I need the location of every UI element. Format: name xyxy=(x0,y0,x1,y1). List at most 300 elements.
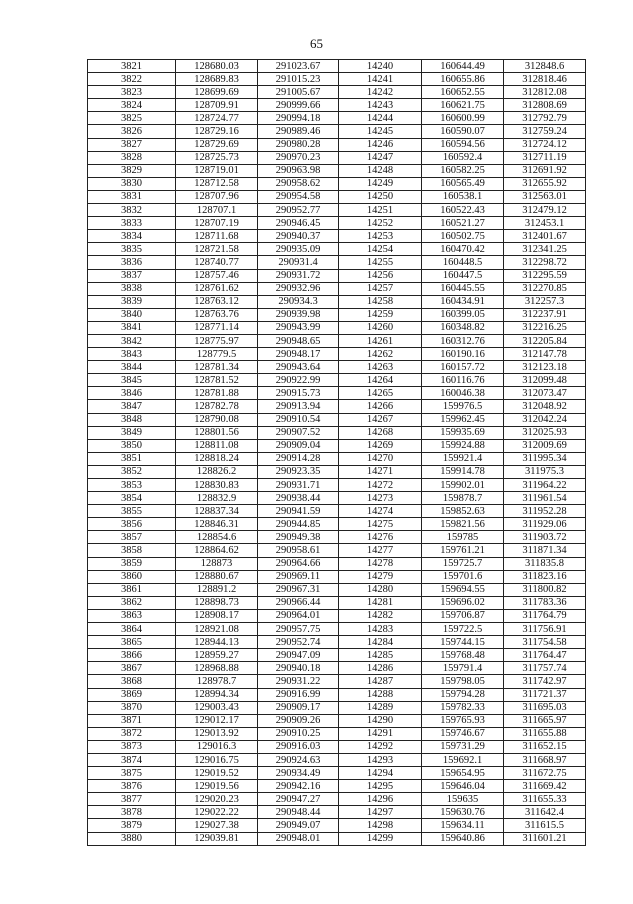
table-row xyxy=(88,649,586,662)
cell-point-b-number: 14292 xyxy=(339,740,422,753)
cell-point-a-x: 128880.67 xyxy=(176,570,258,583)
cell-point-a-number: 3869 xyxy=(88,688,176,701)
cell-point-a-x: 129027.38 xyxy=(176,819,258,832)
cell-point-b-number: 14264 xyxy=(339,374,422,387)
cell-point-b-y: 311756.91 xyxy=(504,623,586,636)
cell-point-b-x: 160565.49 xyxy=(422,177,504,190)
table-row xyxy=(88,177,586,190)
page-number: 65 xyxy=(310,36,323,51)
cell-point-b-number: 14255 xyxy=(339,256,422,269)
cell-point-a-x: 129003.43 xyxy=(176,701,258,714)
cell-point-b-x: 160448.5 xyxy=(422,256,504,269)
cell-point-a-number: 3825 xyxy=(88,112,176,125)
cell-point-a-number: 3832 xyxy=(88,204,176,217)
cell-point-b-number: 14257 xyxy=(339,282,422,295)
table-row xyxy=(88,780,586,793)
cell-point-b-x: 159634.11 xyxy=(422,819,504,832)
cell-point-a-y: 290964.01 xyxy=(258,609,339,622)
table-row xyxy=(88,688,586,701)
cell-point-b-number: 14291 xyxy=(339,727,422,740)
table-row xyxy=(88,518,586,531)
cell-point-b-y: 312479.12 xyxy=(504,204,586,217)
table-row xyxy=(88,714,586,727)
coordinates-table xyxy=(87,59,586,846)
cell-point-a-x: 128837.34 xyxy=(176,505,258,518)
cell-point-a-x: 128763.76 xyxy=(176,308,258,321)
cell-point-a-number: 3875 xyxy=(88,767,176,780)
cell-point-b-x: 160621.75 xyxy=(422,99,504,112)
cell-point-b-x: 160116.76 xyxy=(422,374,504,387)
cell-point-b-number: 14271 xyxy=(339,465,422,478)
cell-point-b-y: 311995.34 xyxy=(504,452,586,465)
cell-point-b-number: 14288 xyxy=(339,688,422,701)
cell-point-a-x: 128873 xyxy=(176,557,258,570)
table-row xyxy=(88,544,586,557)
cell-point-a-number: 3871 xyxy=(88,714,176,727)
cell-point-a-x: 128864.62 xyxy=(176,544,258,557)
cell-point-a-x: 128729.16 xyxy=(176,125,258,138)
cell-point-a-number: 3833 xyxy=(88,217,176,230)
cell-point-a-y: 290999.66 xyxy=(258,99,339,112)
table-row xyxy=(88,361,586,374)
cell-point-b-y: 311823.16 xyxy=(504,570,586,583)
cell-point-a-number: 3824 xyxy=(88,99,176,112)
cell-point-b-y: 311665.97 xyxy=(504,714,586,727)
cell-point-a-x: 128959.27 xyxy=(176,649,258,662)
table-row xyxy=(88,662,586,675)
cell-point-a-number: 3862 xyxy=(88,596,176,609)
cell-point-a-number: 3876 xyxy=(88,780,176,793)
cell-point-b-number: 14286 xyxy=(339,662,422,675)
cell-point-b-y: 312655.92 xyxy=(504,177,586,190)
cell-point-b-number: 14278 xyxy=(339,557,422,570)
cell-point-b-y: 311642.4 xyxy=(504,806,586,819)
table-row xyxy=(88,531,586,544)
cell-point-b-x: 159654.95 xyxy=(422,767,504,780)
cell-point-a-number: 3836 xyxy=(88,256,176,269)
cell-point-b-x: 160655.86 xyxy=(422,73,504,86)
table-row xyxy=(88,675,586,688)
table-row xyxy=(88,230,586,243)
cell-point-b-number: 14297 xyxy=(339,806,422,819)
table-row xyxy=(88,204,586,217)
cell-point-a-x: 128790.08 xyxy=(176,413,258,426)
cell-point-b-x: 160600.99 xyxy=(422,112,504,125)
cell-point-b-x: 159852.63 xyxy=(422,505,504,518)
cell-point-b-x: 159935.69 xyxy=(422,426,504,439)
cell-point-a-x: 128832.9 xyxy=(176,492,258,505)
cell-point-b-y: 311800.82 xyxy=(504,583,586,596)
cell-point-b-x: 159782.33 xyxy=(422,701,504,714)
cell-point-b-number: 14253 xyxy=(339,230,422,243)
cell-point-a-y: 290910.54 xyxy=(258,413,339,426)
cell-point-b-number: 14262 xyxy=(339,348,422,361)
cell-point-b-number: 14260 xyxy=(339,321,422,334)
cell-point-a-y: 290923.35 xyxy=(258,465,339,478)
cell-point-b-y: 311835.8 xyxy=(504,557,586,570)
cell-point-a-number: 3863 xyxy=(88,609,176,622)
cell-point-b-x: 159744.15 xyxy=(422,636,504,649)
table-row xyxy=(88,727,586,740)
cell-point-a-x: 128707.1 xyxy=(176,204,258,217)
cell-point-a-y: 290954.58 xyxy=(258,190,339,203)
cell-point-a-y: 290931.71 xyxy=(258,479,339,492)
cell-point-a-x: 129016.3 xyxy=(176,740,258,753)
cell-point-b-x: 160470.42 xyxy=(422,243,504,256)
cell-point-a-x: 128921.08 xyxy=(176,623,258,636)
cell-point-b-number: 14267 xyxy=(339,413,422,426)
cell-point-a-x: 129020.23 xyxy=(176,793,258,806)
cell-point-a-number: 3873 xyxy=(88,740,176,753)
cell-point-b-x: 160522.43 xyxy=(422,204,504,217)
cell-point-a-number: 3877 xyxy=(88,793,176,806)
cell-point-a-number: 3880 xyxy=(88,832,176,845)
cell-point-a-x: 128781.88 xyxy=(176,387,258,400)
cell-point-a-x: 129013.92 xyxy=(176,727,258,740)
cell-point-b-number: 14290 xyxy=(339,714,422,727)
cell-point-a-y: 290940.18 xyxy=(258,662,339,675)
cell-point-a-number: 3856 xyxy=(88,518,176,531)
cell-point-b-y: 311964.22 xyxy=(504,479,586,492)
cell-point-b-number: 14263 xyxy=(339,361,422,374)
cell-point-b-y: 312216.25 xyxy=(504,321,586,334)
table-row xyxy=(88,243,586,256)
cell-point-a-y: 290957.75 xyxy=(258,623,339,636)
cell-point-b-number: 14249 xyxy=(339,177,422,190)
cell-point-b-x: 159976.5 xyxy=(422,400,504,413)
cell-point-a-y: 290947.09 xyxy=(258,649,339,662)
cell-point-a-y: 290943.64 xyxy=(258,361,339,374)
cell-point-a-y: 290931.72 xyxy=(258,269,339,282)
cell-point-a-y: 290994.18 xyxy=(258,112,339,125)
cell-point-b-number: 14254 xyxy=(339,243,422,256)
cell-point-b-x: 160502.75 xyxy=(422,230,504,243)
cell-point-b-number: 14240 xyxy=(339,60,422,73)
table-row xyxy=(88,439,586,452)
cell-point-a-number: 3868 xyxy=(88,675,176,688)
cell-point-b-number: 14298 xyxy=(339,819,422,832)
cell-point-a-y: 290907.52 xyxy=(258,426,339,439)
cell-point-a-y: 290941.59 xyxy=(258,505,339,518)
cell-point-a-number: 3858 xyxy=(88,544,176,557)
cell-point-a-x: 128757.46 xyxy=(176,269,258,282)
cell-point-b-y: 312759.24 xyxy=(504,125,586,138)
table-row xyxy=(88,623,586,636)
cell-point-a-y: 290922.99 xyxy=(258,374,339,387)
cell-point-a-number: 3835 xyxy=(88,243,176,256)
cell-point-b-y: 311655.88 xyxy=(504,727,586,740)
table-row xyxy=(88,125,586,138)
cell-point-b-number: 14269 xyxy=(339,439,422,452)
cell-point-b-number: 14299 xyxy=(339,832,422,845)
cell-point-b-number: 14282 xyxy=(339,609,422,622)
cell-point-a-number: 3854 xyxy=(88,492,176,505)
cell-point-a-number: 3859 xyxy=(88,557,176,570)
cell-point-a-number: 3834 xyxy=(88,230,176,243)
cell-point-b-x: 159635 xyxy=(422,793,504,806)
cell-point-a-x: 128729.69 xyxy=(176,138,258,151)
cell-point-b-x: 159731.29 xyxy=(422,740,504,753)
table-row xyxy=(88,819,586,832)
cell-point-b-number: 14242 xyxy=(339,86,422,99)
table-row xyxy=(88,60,586,73)
cell-point-a-x: 128818.24 xyxy=(176,452,258,465)
cell-point-b-number: 14274 xyxy=(339,505,422,518)
cell-point-b-number: 14245 xyxy=(339,125,422,138)
cell-point-b-x: 160644.49 xyxy=(422,60,504,73)
cell-point-a-y: 290913.94 xyxy=(258,400,339,413)
table-row xyxy=(88,832,586,845)
cell-point-b-y: 312724.12 xyxy=(504,138,586,151)
table-row xyxy=(88,217,586,230)
table-row xyxy=(88,73,586,86)
table-row xyxy=(88,269,586,282)
table-row xyxy=(88,86,586,99)
cell-point-b-number: 14289 xyxy=(339,701,422,714)
cell-point-a-y: 291023.67 xyxy=(258,60,339,73)
cell-point-b-number: 14256 xyxy=(339,269,422,282)
cell-point-b-y: 312237.91 xyxy=(504,308,586,321)
cell-point-a-y: 290942.16 xyxy=(258,780,339,793)
cell-point-a-y: 290909.17 xyxy=(258,701,339,714)
cell-point-b-y: 311655.33 xyxy=(504,793,586,806)
cell-point-b-y: 311668.97 xyxy=(504,753,586,766)
cell-point-a-x: 128968.88 xyxy=(176,662,258,675)
cell-point-b-x: 160046.38 xyxy=(422,387,504,400)
cell-point-b-x: 160348.82 xyxy=(422,321,504,334)
cell-point-b-number: 14276 xyxy=(339,531,422,544)
cell-point-a-y: 291005.67 xyxy=(258,86,339,99)
cell-point-a-x: 128811.08 xyxy=(176,439,258,452)
cell-point-a-x: 128689.83 xyxy=(176,73,258,86)
cell-point-a-y: 290940.37 xyxy=(258,230,339,243)
cell-point-a-x: 128994.34 xyxy=(176,688,258,701)
cell-point-b-x: 159794.28 xyxy=(422,688,504,701)
table-row xyxy=(88,348,586,361)
table-row xyxy=(88,413,586,426)
cell-point-a-y: 290931.4 xyxy=(258,256,339,269)
cell-point-a-number: 3831 xyxy=(88,190,176,203)
cell-point-a-x: 128740.77 xyxy=(176,256,258,269)
table-row xyxy=(88,295,586,308)
cell-point-a-x: 128944.13 xyxy=(176,636,258,649)
cell-point-b-number: 14294 xyxy=(339,767,422,780)
cell-point-a-y: 290947.27 xyxy=(258,793,339,806)
cell-point-b-x: 159630.76 xyxy=(422,806,504,819)
cell-point-b-y: 312295.59 xyxy=(504,269,586,282)
cell-point-b-y: 311764.47 xyxy=(504,649,586,662)
cell-point-b-number: 14259 xyxy=(339,308,422,321)
cell-point-a-y: 290909.04 xyxy=(258,439,339,452)
cell-point-a-number: 3847 xyxy=(88,400,176,413)
table-row xyxy=(88,321,586,334)
cell-point-a-number: 3866 xyxy=(88,649,176,662)
cell-point-a-x: 128891.2 xyxy=(176,583,258,596)
cell-point-b-x: 160399.05 xyxy=(422,308,504,321)
cell-point-b-x: 159725.7 xyxy=(422,557,504,570)
cell-point-b-number: 14247 xyxy=(339,151,422,164)
cell-point-b-y: 311783.36 xyxy=(504,596,586,609)
table-row xyxy=(88,557,586,570)
cell-point-a-number: 3867 xyxy=(88,662,176,675)
table-row xyxy=(88,479,586,492)
cell-point-a-number: 3853 xyxy=(88,479,176,492)
cell-point-a-y: 290958.62 xyxy=(258,177,339,190)
cell-point-a-y: 290909.26 xyxy=(258,714,339,727)
cell-point-b-number: 14243 xyxy=(339,99,422,112)
cell-point-b-number: 14281 xyxy=(339,596,422,609)
cell-point-a-number: 3843 xyxy=(88,348,176,361)
cell-point-a-number: 3826 xyxy=(88,125,176,138)
cell-point-a-x: 128721.58 xyxy=(176,243,258,256)
cell-point-b-number: 14270 xyxy=(339,452,422,465)
cell-point-a-x: 128771.14 xyxy=(176,321,258,334)
cell-point-a-x: 128854.6 xyxy=(176,531,258,544)
cell-point-a-x: 128779.5 xyxy=(176,348,258,361)
cell-point-a-x: 128826.2 xyxy=(176,465,258,478)
cell-point-b-y: 312257.3 xyxy=(504,295,586,308)
cell-point-a-x: 129016.75 xyxy=(176,753,258,766)
cell-point-b-y: 311952.28 xyxy=(504,505,586,518)
cell-point-a-y: 290952.74 xyxy=(258,636,339,649)
cell-point-b-y: 312848.6 xyxy=(504,60,586,73)
cell-point-a-number: 3842 xyxy=(88,334,176,347)
cell-point-b-x: 160434.91 xyxy=(422,295,504,308)
table-row xyxy=(88,400,586,413)
cell-point-b-number: 14244 xyxy=(339,112,422,125)
cell-point-b-y: 312099.48 xyxy=(504,374,586,387)
cell-point-a-x: 129019.52 xyxy=(176,767,258,780)
cell-point-b-number: 14280 xyxy=(339,583,422,596)
cell-point-b-y: 312025.93 xyxy=(504,426,586,439)
cell-point-a-y: 290989.46 xyxy=(258,125,339,138)
table-row xyxy=(88,806,586,819)
cell-point-a-x: 128709.91 xyxy=(176,99,258,112)
cell-point-b-number: 14251 xyxy=(339,204,422,217)
cell-point-a-x: 128846.31 xyxy=(176,518,258,531)
cell-point-b-number: 14250 xyxy=(339,190,422,203)
table-row xyxy=(88,740,586,753)
cell-point-b-x: 159902.01 xyxy=(422,479,504,492)
cell-point-b-number: 14268 xyxy=(339,426,422,439)
cell-point-b-y: 312563.01 xyxy=(504,190,586,203)
cell-point-a-x: 128781.34 xyxy=(176,361,258,374)
cell-point-a-number: 3861 xyxy=(88,583,176,596)
cell-point-b-x: 159722.5 xyxy=(422,623,504,636)
cell-point-a-x: 128763.12 xyxy=(176,295,258,308)
cell-point-b-number: 14277 xyxy=(339,544,422,557)
cell-point-b-y: 312818.46 xyxy=(504,73,586,86)
cell-point-a-y: 290916.03 xyxy=(258,740,339,753)
cell-point-b-x: 159640.86 xyxy=(422,832,504,845)
cell-point-b-y: 311742.97 xyxy=(504,675,586,688)
table-row xyxy=(88,570,586,583)
cell-point-a-number: 3879 xyxy=(88,819,176,832)
cell-point-a-y: 290964.66 xyxy=(258,557,339,570)
cell-point-b-y: 312042.24 xyxy=(504,413,586,426)
cell-point-b-y: 311961.54 xyxy=(504,492,586,505)
cell-point-a-number: 3849 xyxy=(88,426,176,439)
cell-point-b-number: 14287 xyxy=(339,675,422,688)
cell-point-b-y: 312453.1 xyxy=(504,217,586,230)
cell-point-b-x: 159696.02 xyxy=(422,596,504,609)
cell-point-b-y: 311601.21 xyxy=(504,832,586,845)
cell-point-b-number: 14296 xyxy=(339,793,422,806)
cell-point-a-y: 291015.23 xyxy=(258,73,339,86)
table-row xyxy=(88,308,586,321)
cell-point-b-y: 312147.78 xyxy=(504,348,586,361)
cell-point-b-number: 14266 xyxy=(339,400,422,413)
cell-point-a-y: 290915.73 xyxy=(258,387,339,400)
cell-point-a-x: 128908.17 xyxy=(176,609,258,622)
cell-point-b-y: 312691.92 xyxy=(504,164,586,177)
cell-point-b-number: 14248 xyxy=(339,164,422,177)
cell-point-a-x: 129019.56 xyxy=(176,780,258,793)
table-row xyxy=(88,282,586,295)
table-row xyxy=(88,701,586,714)
cell-point-a-x: 128707.96 xyxy=(176,190,258,203)
cell-point-a-number: 3874 xyxy=(88,753,176,766)
cell-point-b-number: 14252 xyxy=(339,217,422,230)
cell-point-a-x: 129012.17 xyxy=(176,714,258,727)
cell-point-b-x: 159924.88 xyxy=(422,439,504,452)
cell-point-a-x: 128978.7 xyxy=(176,675,258,688)
cell-point-b-y: 311757.74 xyxy=(504,662,586,675)
cell-point-b-y: 311903.72 xyxy=(504,531,586,544)
cell-point-b-x: 160592.4 xyxy=(422,151,504,164)
table-row xyxy=(88,505,586,518)
cell-point-a-number: 3827 xyxy=(88,138,176,151)
cell-point-b-y: 312401.67 xyxy=(504,230,586,243)
table-row xyxy=(88,112,586,125)
cell-point-b-y: 312048.92 xyxy=(504,400,586,413)
cell-point-b-x: 160594.56 xyxy=(422,138,504,151)
cell-point-b-y: 312270.85 xyxy=(504,282,586,295)
cell-point-b-number: 14285 xyxy=(339,649,422,662)
table-row xyxy=(88,426,586,439)
cell-point-b-number: 14265 xyxy=(339,387,422,400)
cell-point-b-y: 311695.03 xyxy=(504,701,586,714)
cell-point-b-x: 159765.93 xyxy=(422,714,504,727)
table-row xyxy=(88,753,586,766)
cell-point-b-y: 311975.3 xyxy=(504,465,586,478)
cell-point-b-number: 14283 xyxy=(339,623,422,636)
cell-point-a-x: 129039.81 xyxy=(176,832,258,845)
table-row xyxy=(88,190,586,203)
cell-point-a-y: 290939.98 xyxy=(258,308,339,321)
table-row xyxy=(88,138,586,151)
cell-point-b-x: 159692.1 xyxy=(422,753,504,766)
cell-point-a-number: 3848 xyxy=(88,413,176,426)
cell-point-b-y: 311669.42 xyxy=(504,780,586,793)
cell-point-a-y: 290949.38 xyxy=(258,531,339,544)
cell-point-a-x: 128775.97 xyxy=(176,334,258,347)
cell-point-b-y: 312009.69 xyxy=(504,439,586,452)
cell-point-a-y: 290969.11 xyxy=(258,570,339,583)
cell-point-b-y: 311721.37 xyxy=(504,688,586,701)
cell-point-b-number: 14293 xyxy=(339,753,422,766)
cell-point-a-number: 3841 xyxy=(88,321,176,334)
cell-point-a-y: 290966.44 xyxy=(258,596,339,609)
cell-point-b-number: 14258 xyxy=(339,295,422,308)
cell-point-a-number: 3838 xyxy=(88,282,176,295)
table-row xyxy=(88,151,586,164)
cell-point-b-x: 159785 xyxy=(422,531,504,544)
cell-point-b-number: 14241 xyxy=(339,73,422,86)
cell-point-a-number: 3844 xyxy=(88,361,176,374)
table-row xyxy=(88,636,586,649)
cell-point-a-number: 3860 xyxy=(88,570,176,583)
